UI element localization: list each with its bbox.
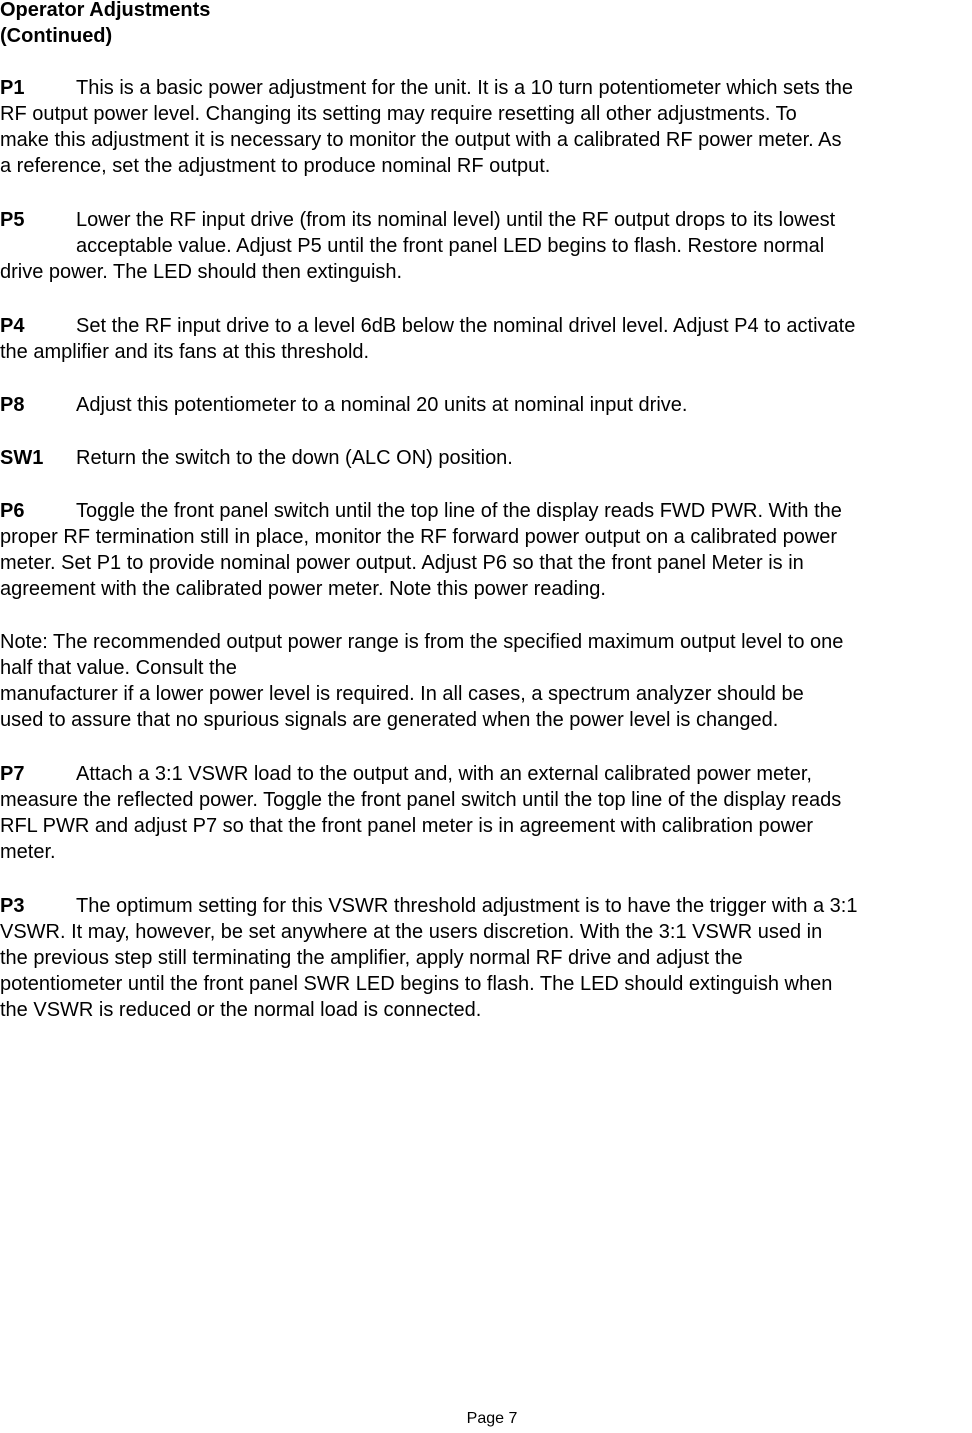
paragraph-line: proper RF termination still in place, monitor the RF forward power output on a calibrated power: [0, 526, 838, 548]
adjustment-p7: [0, 761, 972, 865]
paragraph-line: Set the RF input drive to a level 6dB below the nominal drivel level. Adjust P4 to activate: [76, 315, 856, 337]
paragraph-line: RFL PWR and adjust P7 so that the front panel meter is in agreement with calibration power: [0, 815, 813, 837]
page-number: Page 7: [466, 1410, 518, 1427]
paragraph-line: VSWR. It may, however, be set anywhere at the users discretion. With the 3:1 VSWR used in: [0, 921, 823, 943]
paragraph-line: meter. Set P1 to provide nominal power output. Adjust P6 so that the front panel Meter is in: [0, 552, 804, 574]
paragraph-line: the VSWR is reduced or the normal load is connected.: [0, 999, 482, 1021]
adjustment-p4: [0, 313, 972, 365]
paragraph-line: half that value. Consult the: [0, 657, 237, 679]
paragraph-line: Return the switch to the down (ALC ON) position.: [76, 447, 513, 469]
paragraph-line: Adjust this potentiometer to a nominal 20 units at nominal input drive.: [76, 394, 688, 416]
adjustment-label: P6: [0, 500, 25, 522]
adjustment-label: P4: [0, 315, 25, 337]
adjustment-sw1: [0, 445, 972, 471]
paragraph-line: potentiometer until the front panel SWR LED begins to flash. The LED should extinguish when: [0, 973, 833, 995]
paragraph-line: acceptable value. Adjust P5 until the front panel LED begins to flash. Restore normal: [76, 235, 825, 257]
paragraph-line: Attach a 3:1 VSWR load to the output and, with an external calibrated power meter,: [76, 763, 812, 785]
paragraph-line: Toggle the front panel switch until the top line of the display reads FWD PWR. With the: [76, 500, 842, 522]
adjustment-p5: [0, 207, 972, 285]
paragraph-line: The optimum setting for this VSWR threshold adjustment is to have the trigger with a 3:1: [76, 895, 858, 917]
paragraph-line: a reference, set the adjustment to produce nominal RF output.: [0, 155, 551, 177]
adjustment-label: P8: [0, 394, 25, 416]
paragraph-line: drive power. The LED should then extinguish.: [0, 261, 403, 283]
adjustment-p1: [0, 75, 972, 179]
paragraph-line: This is a basic power adjustment for the unit. It is a 10 turn potentiometer which sets the: [76, 77, 854, 99]
adjustment-label: P7: [0, 763, 25, 785]
paragraph-line: agreement with the calibrated power meter. Note this power reading.: [0, 578, 606, 600]
adjustment-label: P1: [0, 77, 25, 99]
adjustment-label: P3: [0, 895, 25, 917]
paragraph-line: the previous step still terminating the amplifier, apply normal RF drive and adjust the: [0, 947, 743, 969]
paragraph-line: RF output power level. Changing its setting may require resetting all other adjustments. To: [0, 103, 797, 125]
adjustment-p8: [0, 392, 972, 418]
paragraph-line: measure the reflected power. Toggle the front panel switch until the top line of the display reads: [0, 789, 842, 811]
note-paragraph: [0, 629, 972, 733]
paragraph-line: used to assure that no spurious signals are generated when the power level is changed.: [0, 709, 779, 731]
paragraph-line: the amplifier and its fans at this threshold.: [0, 341, 370, 363]
adjustment-p3: [0, 893, 972, 1023]
adjustment-p6: [0, 498, 972, 602]
paragraph-line: meter.: [0, 841, 56, 863]
paragraph-line: Note: The recommended output power range is from the specified maximum output level to one: [0, 631, 844, 653]
page-title: [0, 0, 210, 49]
title-subtitle-line: (Continued): [0, 25, 113, 47]
paragraph-line: Lower the RF input drive (from its nominal level) until the RF output drops to its lowest: [76, 209, 836, 231]
paragraph-line: manufacturer if a lower power level is required. In all cases, a spectrum analyzer should be: [0, 683, 804, 705]
paragraph-line: make this adjustment it is necessary to monitor the output with a calibrated RF power meter. As: [0, 129, 842, 151]
adjustment-label: SW1: [0, 447, 44, 469]
adjustment-label: P5: [0, 209, 25, 231]
title-line: Operator Adjustments: [0, 0, 211, 21]
